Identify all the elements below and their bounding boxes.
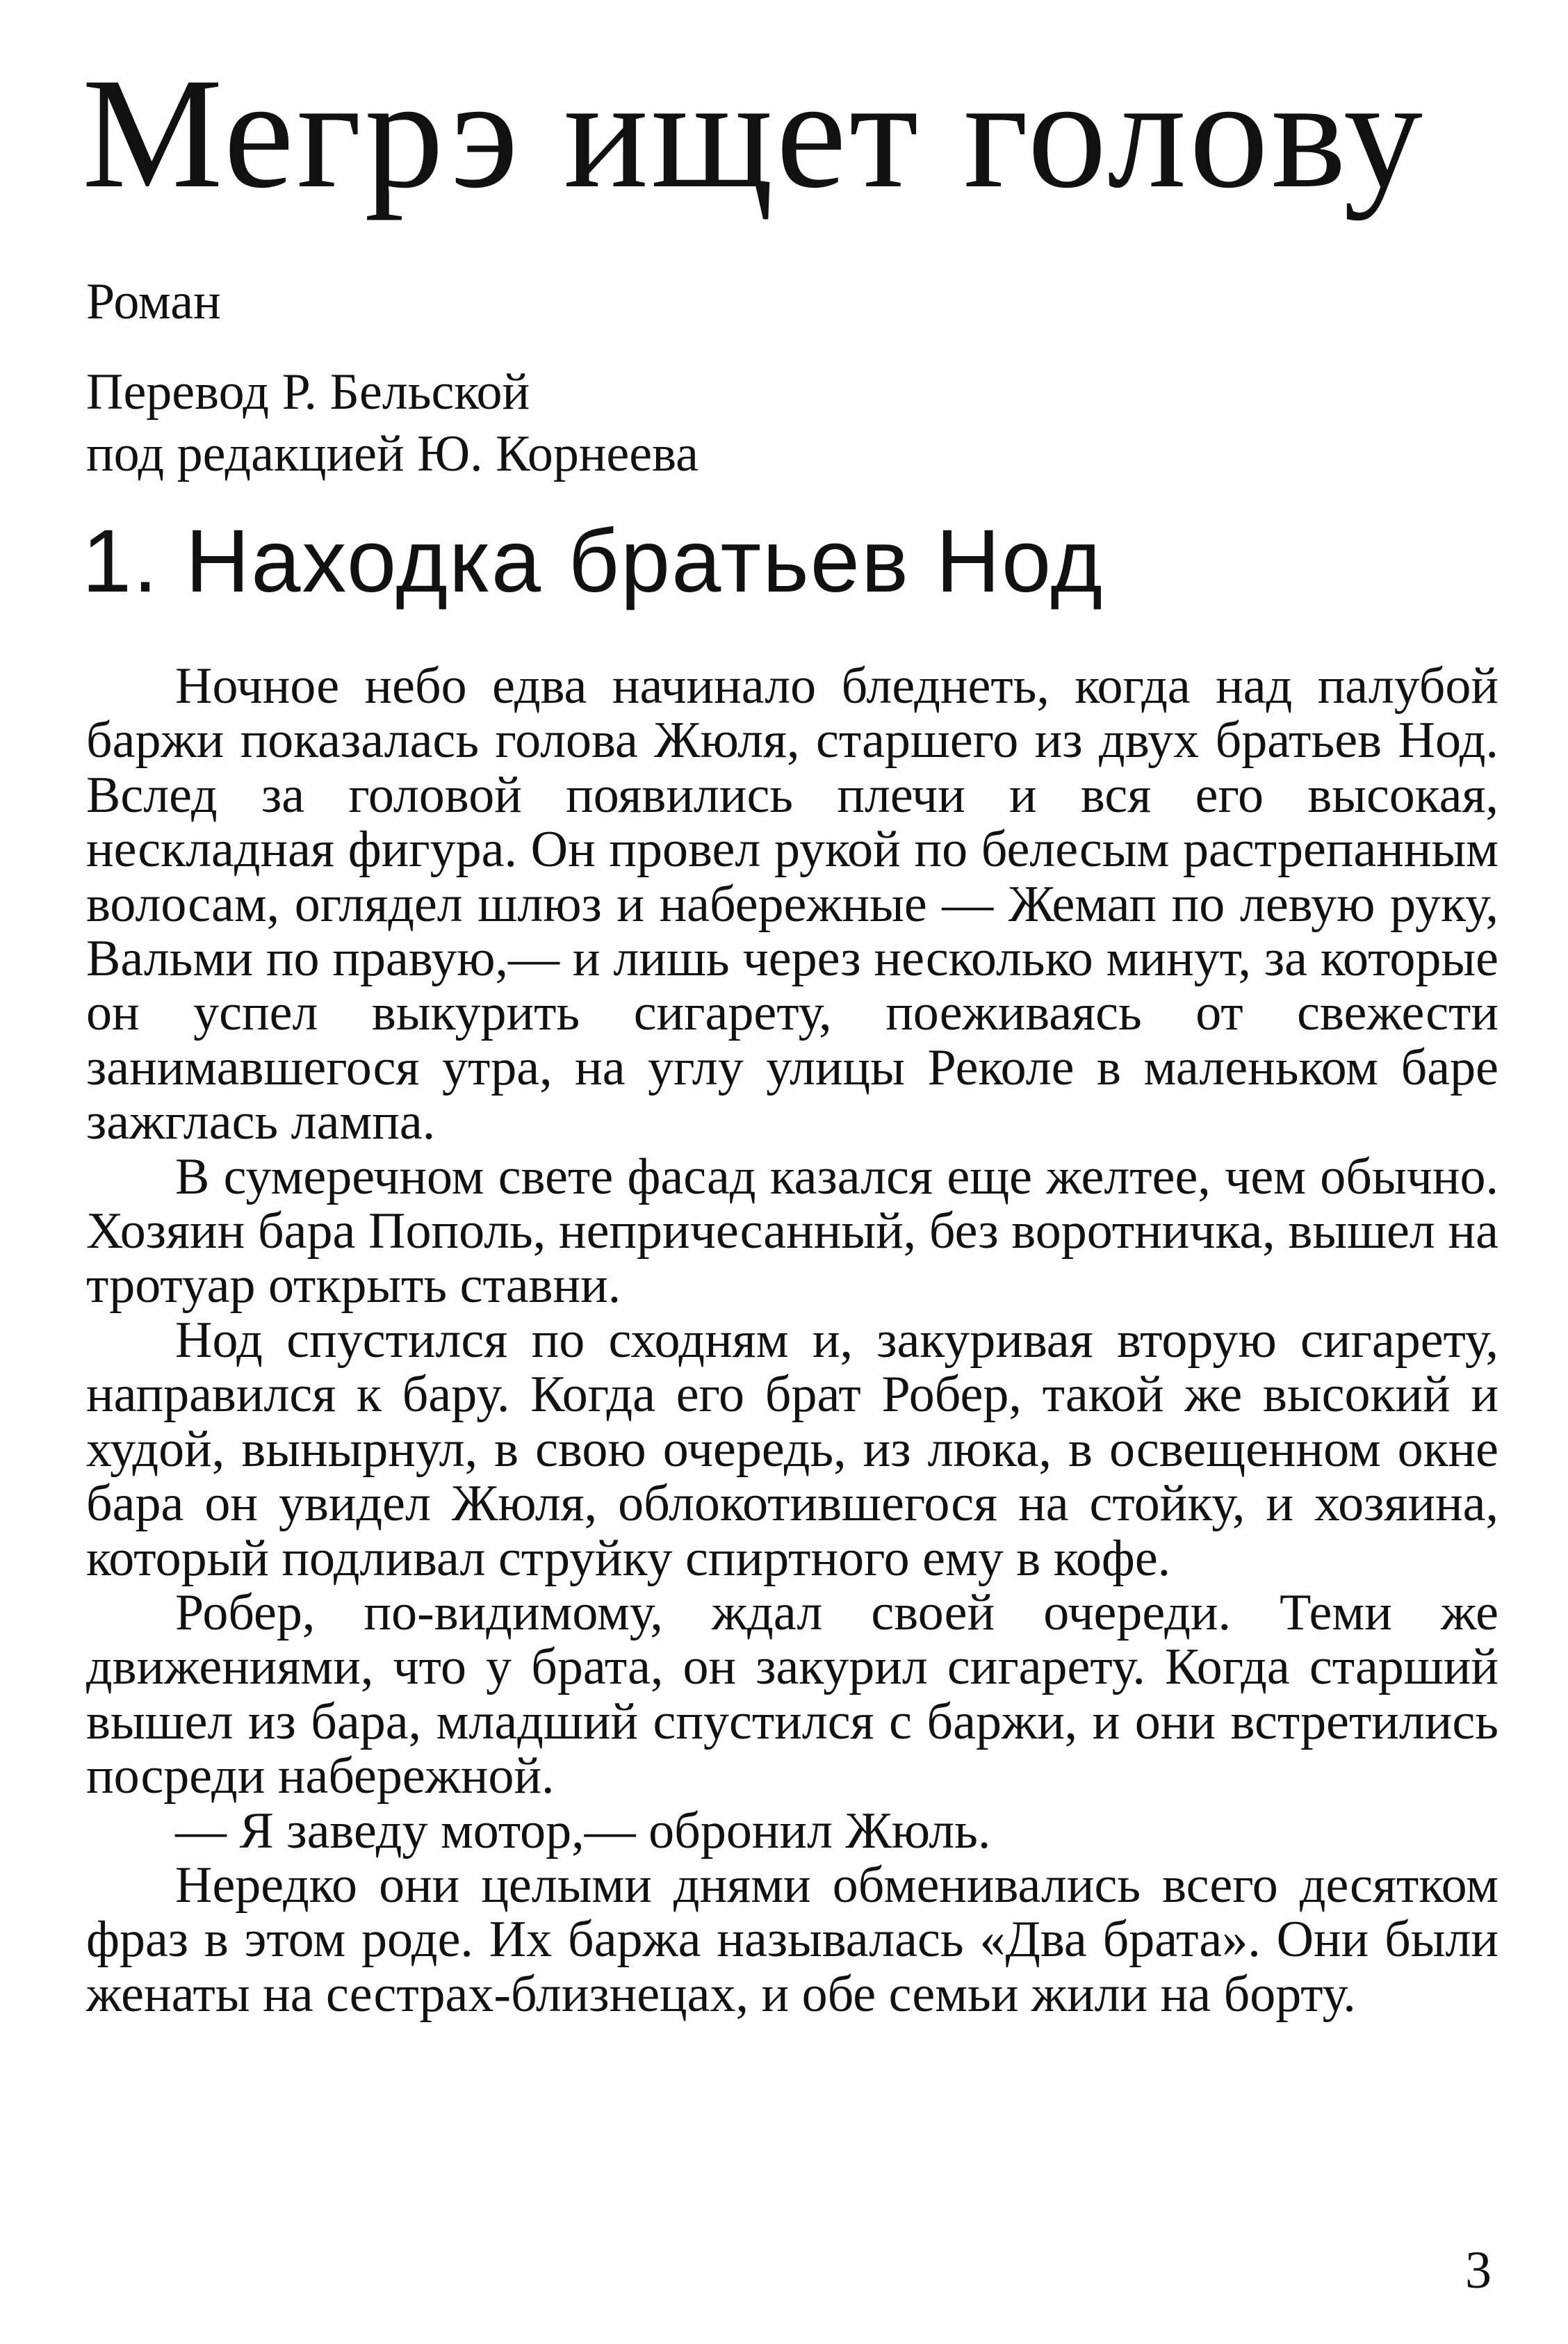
dialogue-line: — Я заведу мотор,— обронил Жюль. xyxy=(175,1802,991,1859)
book-title: Мегрэ ищет голову xyxy=(82,46,1426,221)
paragraph: Нод спустился по сходням и, закуривая вторую сигарету, направился к бару. Когда его брат Робер, такой же высокий и худой, вынырнул, в свою очередь, из люка, в освещенном окне бара он увидел Жюля, облокотившегося на стойку, и хозяина, который подливал струйку спиртного ему в кофе. xyxy=(86,1311,1498,1587)
paragraph: Робер, по-видимому, ждал своей очереди. Теми же движениями, что у брата, он закурил сигарету. Когда старший вышел из бара, младший спустился с баржи, и они встретились посреди набережной. xyxy=(86,1584,1498,1805)
page-number: 3 xyxy=(1465,2241,1492,2300)
editor-credit: под редакцией Ю. Корнеева xyxy=(86,425,699,482)
translation-credits xyxy=(86,361,699,485)
paragraph: Нередко они целыми днями обменивались всего десятком фраз в этом роде. Их баржа называлась «Два брата». Они были женаты на сестрах-близнецах, и обе семьи жили на борту. xyxy=(86,1856,1498,2023)
chapter-title: Находка братьев Нод xyxy=(185,512,1104,611)
chapter-body xyxy=(86,659,1498,2021)
paragraph: В сумеречном свете фасад казался еще желтее, чем обычно. Хозяин бара Пополь, непричесанный, без воротничка, вышел на тротуар открыть ставни. xyxy=(86,1148,1498,1315)
paragraph: Ночное небо едва начинало бледнеть, когда над палубой баржи показалась голова Жюля, старшего из двух братьев Нод. Вслед за головой появились плечи и вся его высокая, нескладная фигура. Он провел рукой по белесым растрепанным волосам, оглядел шлюз и набережные — Жемап по левую руку, Вальми по правую,— и лишь через несколько минут, за которые он успел выкурить сигарету, поеживаясь от свежести занимавшегося утра, на углу улицы Реколе в маленьком баре зажглась лампа. xyxy=(86,658,1498,1151)
chapter-heading xyxy=(82,513,1104,611)
genre-label: Роман xyxy=(86,273,221,330)
translator-credit: Перевод Р. Бельской xyxy=(86,364,530,421)
chapter-number: 1. xyxy=(82,512,159,611)
